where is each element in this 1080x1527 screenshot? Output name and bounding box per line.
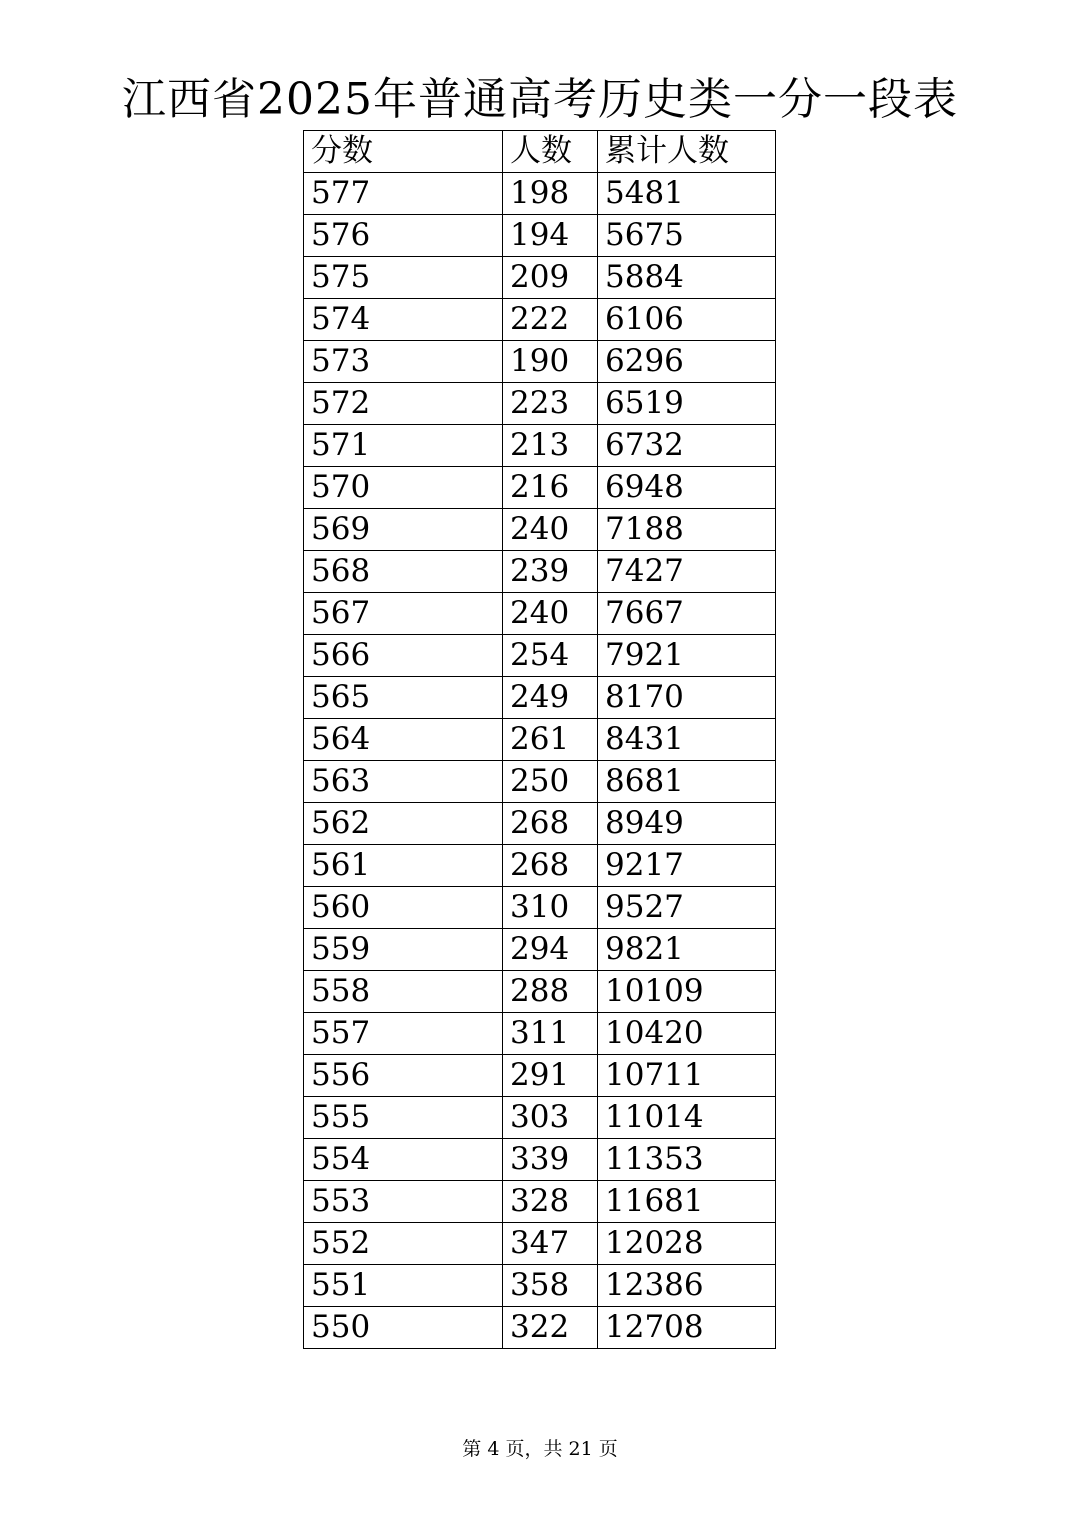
table-row (304, 1013, 776, 1055)
cumulative-count-cell: 11014 (598, 1097, 776, 1139)
cumulative-count-cell: 12028 (598, 1223, 776, 1265)
table-row (304, 593, 776, 635)
score-cell: 560 (304, 887, 503, 929)
score-cell: 559 (304, 929, 503, 971)
count-cell: 311 (503, 1013, 598, 1055)
score-cell: 550 (304, 1307, 503, 1349)
count-cell: 261 (503, 719, 598, 761)
count-cell: 216 (503, 467, 598, 509)
table-row (304, 383, 776, 425)
score-cell: 573 (304, 341, 503, 383)
count-cell: 268 (503, 803, 598, 845)
score-cell: 552 (304, 1223, 503, 1265)
count-cell: 190 (503, 341, 598, 383)
count-cell: 250 (503, 761, 598, 803)
score-cell: 563 (304, 761, 503, 803)
score-cell: 551 (304, 1265, 503, 1307)
table-row (304, 1307, 776, 1349)
table-row (304, 887, 776, 929)
cumulative-count-cell: 5884 (598, 257, 776, 299)
table-body (304, 173, 776, 1349)
cumulative-count-cell: 6106 (598, 299, 776, 341)
table-row (304, 551, 776, 593)
count-cell: 254 (503, 635, 598, 677)
cumulative-count-cell: 10711 (598, 1055, 776, 1097)
cumulative-count-cell: 6519 (598, 383, 776, 425)
column-header-score: 分数 (304, 131, 503, 173)
cumulative-count-cell: 5481 (598, 173, 776, 215)
table-row (304, 257, 776, 299)
count-cell: 322 (503, 1307, 598, 1349)
cumulative-count-cell: 5675 (598, 215, 776, 257)
cumulative-count-cell: 7188 (598, 509, 776, 551)
table-row (304, 803, 776, 845)
page-title: 江西省2025年普通高考历史类一分一段表 (122, 74, 958, 125)
score-cell: 569 (304, 509, 503, 551)
column-header-count: 人数 (503, 131, 598, 173)
count-cell: 209 (503, 257, 598, 299)
table-row (304, 929, 776, 971)
count-cell: 339 (503, 1139, 598, 1181)
score-cell: 570 (304, 467, 503, 509)
cumulative-count-cell: 12386 (598, 1265, 776, 1307)
cumulative-count-cell: 7667 (598, 593, 776, 635)
table-row (304, 635, 776, 677)
cumulative-count-cell: 10109 (598, 971, 776, 1013)
score-cell: 575 (304, 257, 503, 299)
count-cell: 213 (503, 425, 598, 467)
score-cell: 556 (304, 1055, 503, 1097)
cumulative-count-cell: 6948 (598, 467, 776, 509)
count-cell: 294 (503, 929, 598, 971)
cumulative-count-cell: 8170 (598, 677, 776, 719)
table-row (304, 467, 776, 509)
count-cell: 347 (503, 1223, 598, 1265)
count-cell: 291 (503, 1055, 598, 1097)
score-cell: 555 (304, 1097, 503, 1139)
table-row (304, 1139, 776, 1181)
count-cell: 268 (503, 845, 598, 887)
table-row (304, 1223, 776, 1265)
count-cell: 328 (503, 1181, 598, 1223)
table-row (304, 719, 776, 761)
cumulative-count-cell: 10420 (598, 1013, 776, 1055)
score-cell: 577 (304, 173, 503, 215)
score-cell: 553 (304, 1181, 503, 1223)
count-cell: 223 (503, 383, 598, 425)
count-cell: 288 (503, 971, 598, 1013)
count-cell: 310 (503, 887, 598, 929)
score-cell: 558 (304, 971, 503, 1013)
score-distribution-table (303, 130, 776, 1349)
table-row (304, 677, 776, 719)
table-row (304, 173, 776, 215)
score-cell: 557 (304, 1013, 503, 1055)
table-row (304, 1265, 776, 1307)
count-cell: 194 (503, 215, 598, 257)
table-row (304, 509, 776, 551)
cumulative-count-cell: 9217 (598, 845, 776, 887)
table-row (304, 425, 776, 467)
cumulative-count-cell: 8949 (598, 803, 776, 845)
cumulative-count-cell: 12708 (598, 1307, 776, 1349)
table-row (304, 761, 776, 803)
table-row (304, 341, 776, 383)
score-cell: 567 (304, 593, 503, 635)
score-cell: 568 (304, 551, 503, 593)
count-cell: 222 (503, 299, 598, 341)
cumulative-count-cell: 7921 (598, 635, 776, 677)
cumulative-count-cell: 11353 (598, 1139, 776, 1181)
score-cell: 574 (304, 299, 503, 341)
cumulative-count-cell: 7427 (598, 551, 776, 593)
table-row (304, 215, 776, 257)
column-header-cumulative: 累计人数 (598, 131, 776, 173)
score-cell: 565 (304, 677, 503, 719)
cumulative-count-cell: 9821 (598, 929, 776, 971)
count-cell: 198 (503, 173, 598, 215)
table-row (304, 1181, 776, 1223)
page-number-footer: 第 4 页，共 21 页 (462, 1438, 618, 1460)
count-cell: 239 (503, 551, 598, 593)
cumulative-count-cell: 11681 (598, 1181, 776, 1223)
table-row (304, 299, 776, 341)
table-row (304, 1097, 776, 1139)
score-cell: 561 (304, 845, 503, 887)
table-row (304, 971, 776, 1013)
count-cell: 240 (503, 509, 598, 551)
score-cell: 576 (304, 215, 503, 257)
count-cell: 249 (503, 677, 598, 719)
cumulative-count-cell: 6296 (598, 341, 776, 383)
table-row (304, 845, 776, 887)
count-cell: 303 (503, 1097, 598, 1139)
score-cell: 564 (304, 719, 503, 761)
count-cell: 240 (503, 593, 598, 635)
score-cell: 566 (304, 635, 503, 677)
cumulative-count-cell: 8681 (598, 761, 776, 803)
count-cell: 358 (503, 1265, 598, 1307)
cumulative-count-cell: 6732 (598, 425, 776, 467)
score-cell: 562 (304, 803, 503, 845)
score-cell: 572 (304, 383, 503, 425)
score-cell: 554 (304, 1139, 503, 1181)
table-row (304, 1055, 776, 1097)
cumulative-count-cell: 8431 (598, 719, 776, 761)
cumulative-count-cell: 9527 (598, 887, 776, 929)
table-header-row (304, 131, 776, 173)
score-cell: 571 (304, 425, 503, 467)
